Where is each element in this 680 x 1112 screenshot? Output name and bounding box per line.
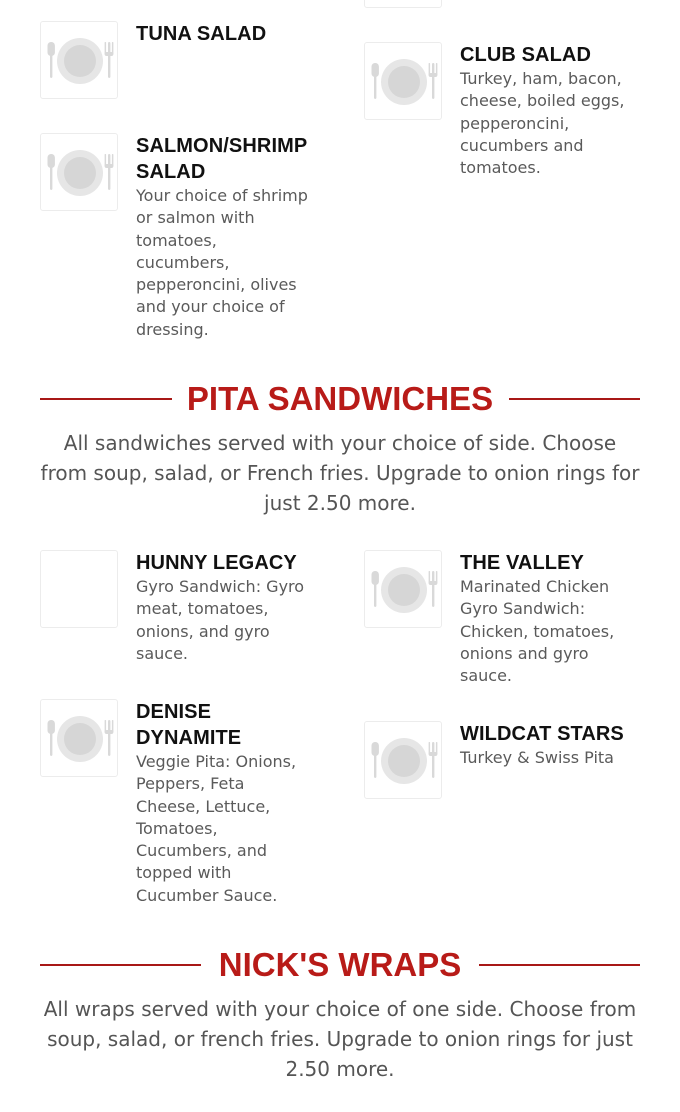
item-description: Veggie Pita: Onions, Peppers, Feta Cheese, Lettuce, Tomatoes, Cucumbers, and topped with Cucumber Sauce. xyxy=(136,752,297,905)
menu-item-wildcat-stars[interactable] xyxy=(364,721,644,811)
divider-line-right xyxy=(479,964,640,966)
section-title: NICK'S WRAPS xyxy=(218,946,462,983)
section-description: All wraps served with your choice of one side. Choose from soup, salad, or french fries. Upgrade to onion rings for just 2.50 more. xyxy=(43,997,637,1081)
item-description: Turkey, ham, bacon, cheese, boiled eggs, pepperoncini, cucumbers and tomatoes. xyxy=(460,69,625,178)
item-description: Gyro Sandwich: Gyro meat, tomatoes, onions, and gyro sauce. xyxy=(136,577,305,663)
section-header-pita xyxy=(40,377,640,421)
menu-item-denise-dynamite[interactable] xyxy=(40,699,320,905)
menu-item-the-valley[interactable] xyxy=(364,550,644,700)
item-thumbnail xyxy=(364,0,442,8)
item-name: WILDCAT STARS xyxy=(460,723,624,745)
menu-item-salmon-shrimp-salad[interactable] xyxy=(40,133,320,339)
menu-item-tuna-salad[interactable] xyxy=(40,21,320,111)
section-title: PITA SANDWICHES xyxy=(186,380,494,417)
section-header-wraps xyxy=(40,943,640,987)
plate-fork-knife-icon xyxy=(40,133,118,211)
menu-item-club-salad[interactable] xyxy=(364,42,644,192)
plate-fork-knife-icon xyxy=(364,721,442,799)
menu-item-hunny-legacy[interactable] xyxy=(40,550,320,680)
item-description: Marinated Chicken Gyro Sandwich: Chicken, tomatoes, onions and gyro sauce. xyxy=(460,577,615,686)
item-name: CLUB SALAD xyxy=(460,44,591,66)
plate-fork-knife-icon xyxy=(40,699,118,777)
item-thumbnail xyxy=(40,550,118,628)
item-name: THE VALLEY xyxy=(460,552,584,574)
divider-line-right xyxy=(509,398,640,400)
item-description: Your choice of shrimp or salmon with tomatoes, cucumbers, pepperoncini, olives and your choice of dressing. xyxy=(136,186,308,339)
item-name: HUNNY LEGACY xyxy=(136,552,297,574)
plate-fork-knife-icon xyxy=(364,42,442,120)
item-description: Turkey & Swiss Pita xyxy=(460,748,614,767)
plate-fork-knife-icon xyxy=(364,550,442,628)
section-description: All sandwiches served with your choice of side. Choose from soup, salad, or French fries. Upgrade to onion rings for just 2.50 more. xyxy=(40,431,640,515)
item-name: TUNA SALAD xyxy=(136,23,267,45)
plate-fork-knife-icon xyxy=(40,21,118,99)
item-name: SALMON/SHRIMP SALAD xyxy=(136,135,307,183)
item-name: DENISE DYNAMITE xyxy=(136,701,242,749)
menu-item-partial[interactable] xyxy=(364,0,444,10)
